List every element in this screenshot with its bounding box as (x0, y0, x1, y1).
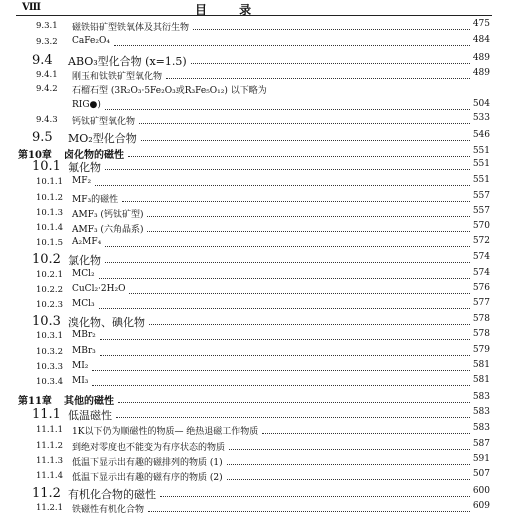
toc-entry-number: 第11章 (18, 396, 52, 407)
dot-leader (122, 191, 470, 202)
toc-entry-title: 1K以下仍为顺磁性的物质— 绝热退磁工作物质 (72, 427, 259, 437)
toc-entry-title: 其他的磁性 (64, 396, 114, 407)
dot-leader (129, 283, 470, 294)
dot-leader (105, 252, 470, 263)
toc-entry-number: 9.4.3 (36, 115, 58, 125)
toc-entry-page: 577 (472, 298, 490, 308)
toc-entry (0, 130, 512, 146)
toc-entry (0, 113, 512, 129)
toc-entry-title: CaFe₂O₄ (72, 36, 110, 46)
toc-entry-number: 11.2 (32, 486, 61, 501)
toc-entry (0, 501, 512, 517)
toc-entry (0, 175, 512, 191)
toc-entry-number: 10.1.4 (36, 223, 64, 233)
toc-entry-page: 572 (472, 236, 490, 246)
dot-leader (100, 329, 470, 340)
toc-entry-number: 第10章 (18, 150, 52, 161)
toc-entry-title: MCl₂ (72, 269, 95, 279)
toc-entry-page: 533 (472, 113, 490, 123)
toc-entry-title: MO₂型化合物 (68, 132, 137, 145)
toc-entry-page: 570 (472, 221, 490, 231)
dot-leader (147, 221, 470, 232)
dot-leader (99, 298, 470, 309)
toc-entry-number: 9.3.1 (36, 21, 58, 31)
toc-entry-title: MI₃ (72, 376, 89, 386)
toc-entry-title: 氯化物 (68, 254, 101, 267)
toc-entry-title: 石榴石型 (3R₂O₃·5Fe₂O₃或R₃Fe₅O₁₂) 以下略为 (72, 86, 267, 96)
toc-entry-page: 574 (472, 252, 490, 262)
toc-entry-page: 583 (472, 423, 490, 433)
toc-entry-number: 10.1.5 (36, 238, 64, 248)
toc-entry-number: 10.2.1 (36, 270, 64, 280)
toc-entry-title: 刚玉和钛铁矿型氧化物 (72, 72, 163, 82)
toc-entry-title: 钙钛矿型氧化物 (72, 117, 136, 127)
toc-entry-title: 氟化物 (68, 161, 101, 174)
toc-entry-title: 铁磁性有机化合物 (72, 505, 145, 515)
dot-leader (148, 501, 470, 512)
toc-entry-title: 溴化物、碘化物 (68, 316, 145, 329)
toc-entry-title: A₂MF₄ (72, 237, 102, 247)
toc-entry-page: 587 (472, 439, 490, 449)
toc-entry (0, 486, 512, 502)
toc-entry (0, 206, 512, 222)
dot-leader (128, 146, 470, 157)
header-rule (16, 15, 492, 16)
toc-entry (0, 221, 512, 237)
toc-entry-title: AMF₃ (钙钛矿型) (72, 210, 144, 220)
toc-entry (0, 35, 512, 51)
toc-entry-number: 11.1.2 (36, 441, 64, 451)
dot-leader (100, 345, 470, 356)
toc-entry (0, 407, 512, 423)
toc-entry-page: 576 (472, 283, 490, 293)
toc-entry (0, 298, 512, 314)
toc-entry-title: MBr₂ (72, 330, 96, 340)
toc-entry-page: 507 (472, 469, 490, 479)
toc-entry-number: 10.1 (32, 159, 61, 174)
toc-entry (0, 314, 512, 330)
toc-entry-title: 低温下显示出有趣的磁排列的物质 (1) (72, 458, 223, 468)
dot-leader (149, 314, 470, 325)
toc-entry (0, 159, 512, 175)
toc-entry-page: 574 (472, 268, 490, 278)
toc-entry-title: MCl₃ (72, 299, 95, 309)
toc-entry-page: 484 (472, 35, 490, 45)
dot-leader (141, 130, 470, 141)
toc-entry-page: 583 (472, 392, 490, 402)
toc-entry-number: 10.1.1 (36, 177, 64, 187)
toc-entry (0, 345, 512, 361)
toc-entry-number: 9.4 (32, 53, 53, 68)
toc-entry-title: MBr₃ (72, 346, 96, 356)
page-title: 目 录 (195, 3, 266, 17)
toc-entry (0, 392, 512, 408)
toc-entry-page: 581 (472, 360, 490, 370)
toc-entry-number: 10.2.3 (36, 300, 64, 310)
toc-entry-page: 546 (472, 130, 490, 140)
dot-leader (139, 113, 470, 124)
dot-leader (105, 99, 470, 110)
toc-entry-page: 578 (472, 314, 490, 324)
toc-entry-number: 9.4.2 (36, 84, 58, 94)
toc-entry-number: 10.1.3 (36, 208, 64, 218)
toc-entry-title: ABO₃型化合物 (x=1.5) (68, 55, 187, 68)
toc-entry (0, 329, 512, 345)
toc-entry (0, 191, 512, 207)
toc-entry-title: 到绝对零度也不能变为有序状态的物质 (72, 443, 226, 453)
toc-entry-page: 489 (472, 68, 490, 78)
toc-entry-page: 609 (472, 501, 490, 511)
dot-leader (92, 360, 470, 371)
toc-entry (0, 236, 512, 252)
toc-entry-title: AMF₃ (六角晶系) (72, 225, 144, 235)
page-header (0, 0, 512, 16)
toc-entry-page: 578 (472, 329, 490, 339)
toc-entry (0, 19, 512, 35)
toc-entry-number: 10.3.2 (36, 347, 64, 357)
toc-entry-page: 557 (472, 191, 490, 201)
toc-entry-number: 10.3.1 (36, 331, 64, 341)
dot-leader (105, 159, 470, 170)
toc-entry-page: 557 (472, 206, 490, 216)
toc-entry-page: 591 (472, 454, 490, 464)
dot-leader (147, 206, 470, 217)
toc-entry-number: 9.5 (32, 130, 53, 145)
toc-entry-page: 489 (472, 53, 490, 63)
toc-entry-page: 551 (472, 175, 490, 185)
toc-entry-title: MI₂ (72, 361, 89, 371)
toc-entry-title: 有机化合物的磁性 (68, 488, 156, 501)
toc-entry (0, 469, 512, 485)
toc-entry-number: 10.2.2 (36, 285, 64, 295)
dot-leader (191, 53, 470, 64)
toc-entry-number: 10.3.4 (36, 377, 64, 387)
toc-entry-page: 583 (472, 407, 490, 417)
dot-leader (227, 454, 470, 465)
toc-entry-page: 579 (472, 345, 490, 355)
toc-entry-page: 504 (472, 99, 490, 109)
dot-leader (193, 19, 470, 30)
toc-entry-title: MF₃的磁性 (72, 195, 119, 205)
toc-entry (0, 53, 512, 69)
toc-entry-number: 11.1.3 (36, 456, 64, 466)
toc-entry-number: 11.1.1 (36, 425, 64, 435)
toc-entry-title: 磁铁铅矿型铁氧体及其衍生物 (72, 23, 190, 33)
toc-entry-number: 11.1.4 (36, 471, 64, 481)
toc-entry-number: 10.1.2 (36, 193, 64, 203)
toc-entry (0, 283, 512, 299)
toc-entry-page: 600 (472, 486, 490, 496)
dot-leader (99, 268, 470, 279)
toc-entry-title: RIG●) (72, 100, 101, 110)
toc-entry-title: 低温磁性 (68, 409, 112, 422)
dot-leader (92, 375, 470, 386)
dot-leader (114, 35, 470, 46)
toc-entry-title: 卤化物的磁性 (64, 150, 124, 161)
toc-entry (0, 439, 512, 455)
toc-entry-number: 9.4.1 (36, 70, 58, 80)
toc-entry-number: 9.3.2 (36, 37, 58, 47)
dot-leader (229, 439, 470, 450)
toc-entry (0, 82, 512, 98)
toc-entry (0, 375, 512, 391)
toc-entry (0, 423, 512, 439)
toc-entry-page: 551 (472, 159, 490, 169)
toc-entry (0, 268, 512, 284)
toc-entry-page: 551 (472, 146, 490, 156)
toc-entry-number: 10.2 (32, 252, 61, 267)
dot-leader (105, 236, 470, 247)
toc-entry-title: MF₂ (72, 176, 92, 186)
dot-leader (166, 68, 470, 79)
dot-leader (118, 392, 470, 403)
dot-leader (116, 407, 470, 418)
dot-leader (160, 486, 470, 497)
toc-entry-number: 10.3 (32, 314, 61, 329)
toc-entry-title: 低温下显示出有趣的磁有序的物质 (2) (72, 473, 223, 483)
toc-entry (0, 360, 512, 376)
toc-entry-page: 581 (472, 375, 490, 385)
dot-leader (227, 469, 470, 480)
page-number: Ⅷ (22, 2, 41, 13)
toc-entry-number: 11.1 (32, 407, 61, 422)
dot-leader (95, 175, 470, 186)
dot-leader (262, 423, 470, 434)
toc-entry-title: CuCl₂·2H₂O (72, 284, 126, 294)
toc-entry (0, 252, 512, 268)
toc-entry-page: 475 (472, 19, 490, 29)
toc-entry-number: 11.2.1 (36, 503, 64, 513)
toc-entry (0, 454, 512, 470)
toc-entry-number: 10.3.3 (36, 362, 64, 372)
